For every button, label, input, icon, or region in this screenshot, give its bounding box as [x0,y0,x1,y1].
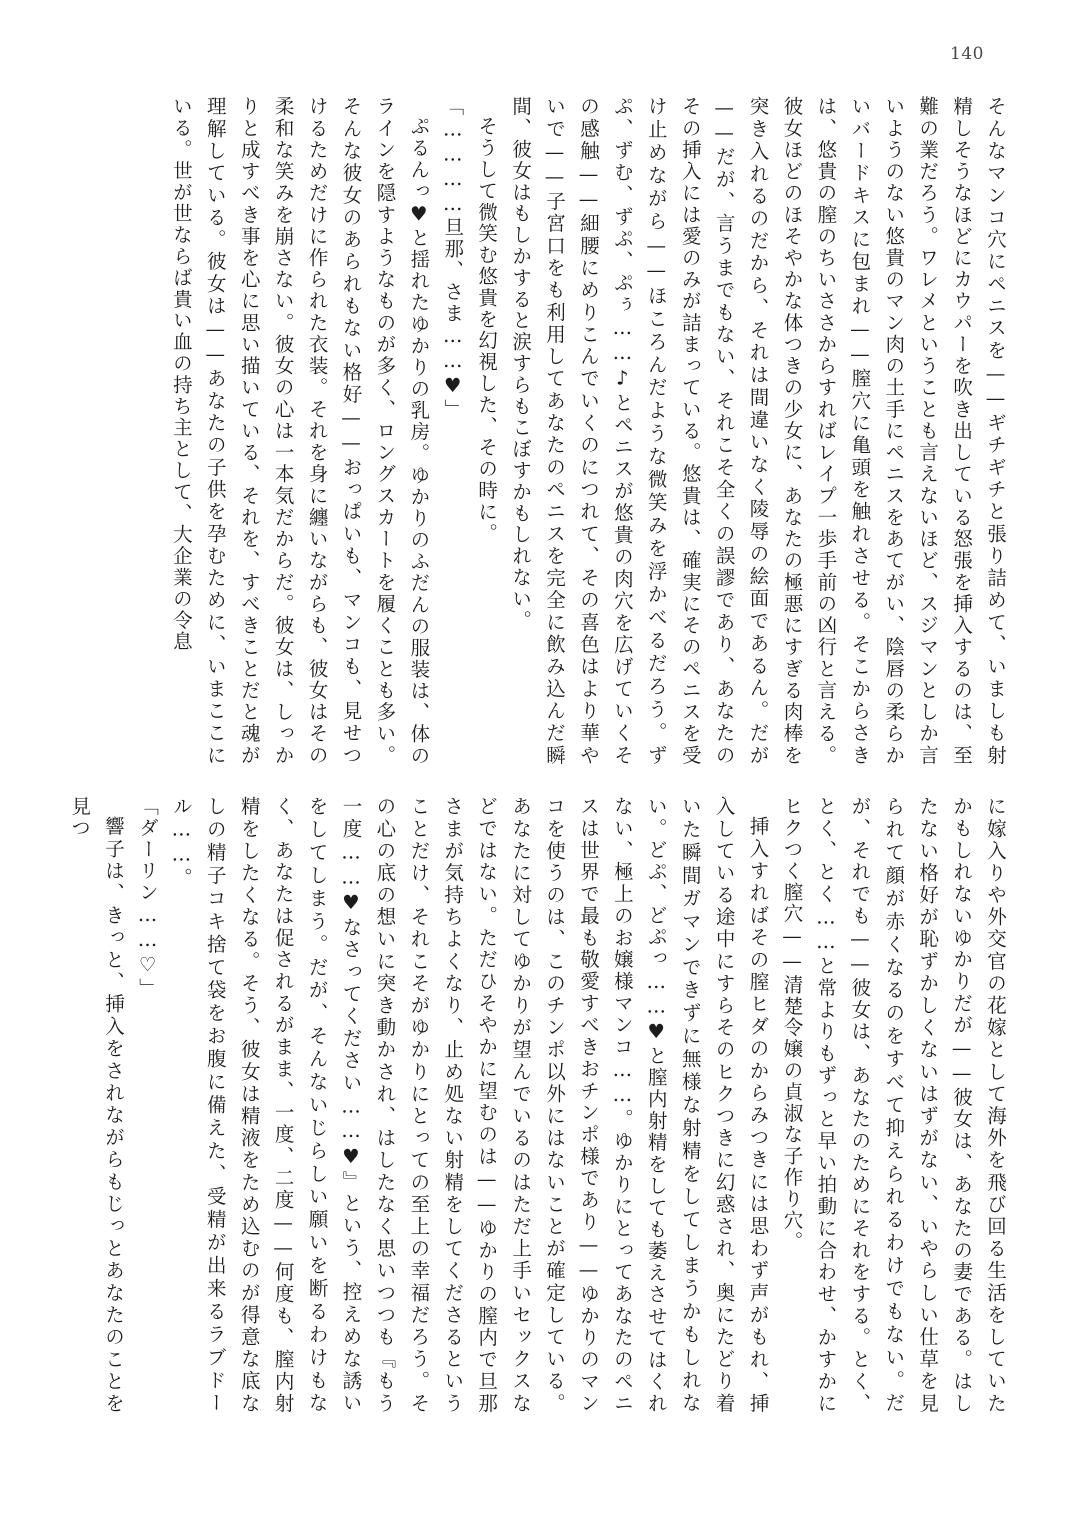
body-text-block-upper [100,96,1012,766]
dialogue-line: 「ダーリン……♡」 [135,796,159,1000]
body-text-block-lower [68,796,1012,1414]
paragraph: に嫁入りや外交官の花嫁として海外を飛び回る生活をしていたかもしれないゆかりだが——彼女は、あなたの妻である。はしたない格好が恥ずかしくないはずがない、いやらしい仕草を見られて顔が赤くなるのをすべて抑えられるわけでもない。だが、それでも——彼女は、あなたのためにそれをする。とく、とく、とく……と常よりもずっと早い拍動に合わせ、かすかにヒクつく膣穴——清楚令嬢の貞淑な子作り穴。 [780,796,1007,1414]
paragraph: そんなマンコ穴にペニスを——ギチギチと張り詰めて、いましも射精しそうなほどにカウパーを吹き出している怒張を挿入するのは、至難の業だろう。ワレメということも言えないほど、スジマンとしか言いようのない悠貴のマン肉の土手にペニスをあてがい、陰唇の柔らかいバードキスに包まれ——膣穴に亀頭を触れさせる。そこからさきは、悠貴の膣のちいささからすればレイプ一歩手前の凶行と言える。彼女ほどのほそやかな体つきの少女に、あなたの極悪にすぎる肉棒を突き入れるのだから、それは間違いなく陵辱の絵面であるん。だが——だが、言うまでもない、それこそ全くの誤謬であり、あなたのその挿入には愛のみが詰まっている。悠貴は、確実にそのペニスを受け止めながら——ほころんだような微笑みを浮かべるだろう。ずぷ、ずむ、ずぷ、ぷぅ……♪とペニスが悠貴の肉穴を広げていくその感触——細腰にめりこんでいくのにつれて、その喜色はより華やいで——子宮口をも利用してあなたのペニスを完全に飲み込んだ瞬間、彼女はもしかすると涙すらもこぼすかもしれない。 [509,96,1007,766]
paragraph: ぷるんっ♥と揺れたゆかりの乳房。ゆかりのふだんの服装は、体のラインを隠すようなものが多く、ロングスカートを履くことも多い。そんな彼女のあられもない格好——おっぱいも、マンコも、見せつけるためだけに作られた衣装。それを身に纏いながらも、彼女はその柔和な笑みを崩さない。彼女の心は一本気だからだ。彼女は、しっかりと成すべき事を心に思い描いている、それを、すべきことだと魂が理解している。彼女は——あなたの子供を孕むために、いまここにいる。世が世ならば貴い血の持ち主として、大企業の令息 [169,96,431,766]
paragraph: 挿入すればその膣ヒダのからみつきには思わず声がもれ、挿入している途中にすらそのヒクつきに幻惑され、奥にたどり着いた瞬間ガマンできずに無様な射精をしてしまうかもしれない。どぷ、どぷっ……♥と膣内射精をしても萎えさせてはくれない、極上のお嬢様マンコ……。ゆかりにとってあなたのペニスは世界で最も敬愛すべきおチンポ様であり——ゆかりのマンコを使うのは、このチンポ以外にはないことが確定している。あなたに対してゆかりが望んでいるのはただ上手いセックスなどではない。ただひそやかに望むのは——ゆかりの膣内で旦那さまが気持ちよくなり、止め処ない射精をしてくださるということだけ、それこそがゆかりにとっての至上の幸福だろう。その心の底の想いに突き動かされ、はしたなく思いつつも『もう一度……♥なさってください……♥』という、控えめな誘いをしてしまう。だが、そんないじらしい願いを断るわけもなく、あなたは促されるがまま、一度、二度——何度も、膣内射精をしたくなる。そう、彼女は精液をため込むのが得意な底なしの精子コキ捨て袋をお腹に備えた、受精が出来るラブドール……。 [169,796,770,1414]
paragraph: 響子は、きっと、挿入をされながらもじっとあなたのことを見つ [68,796,126,1414]
paragraph: そうして微笑む悠貴を幻視した、その時に。 [475,115,499,544]
dialogue-line: 「…………旦那、さま……♥」 [441,96,465,421]
page-number: 140 [950,44,984,64]
